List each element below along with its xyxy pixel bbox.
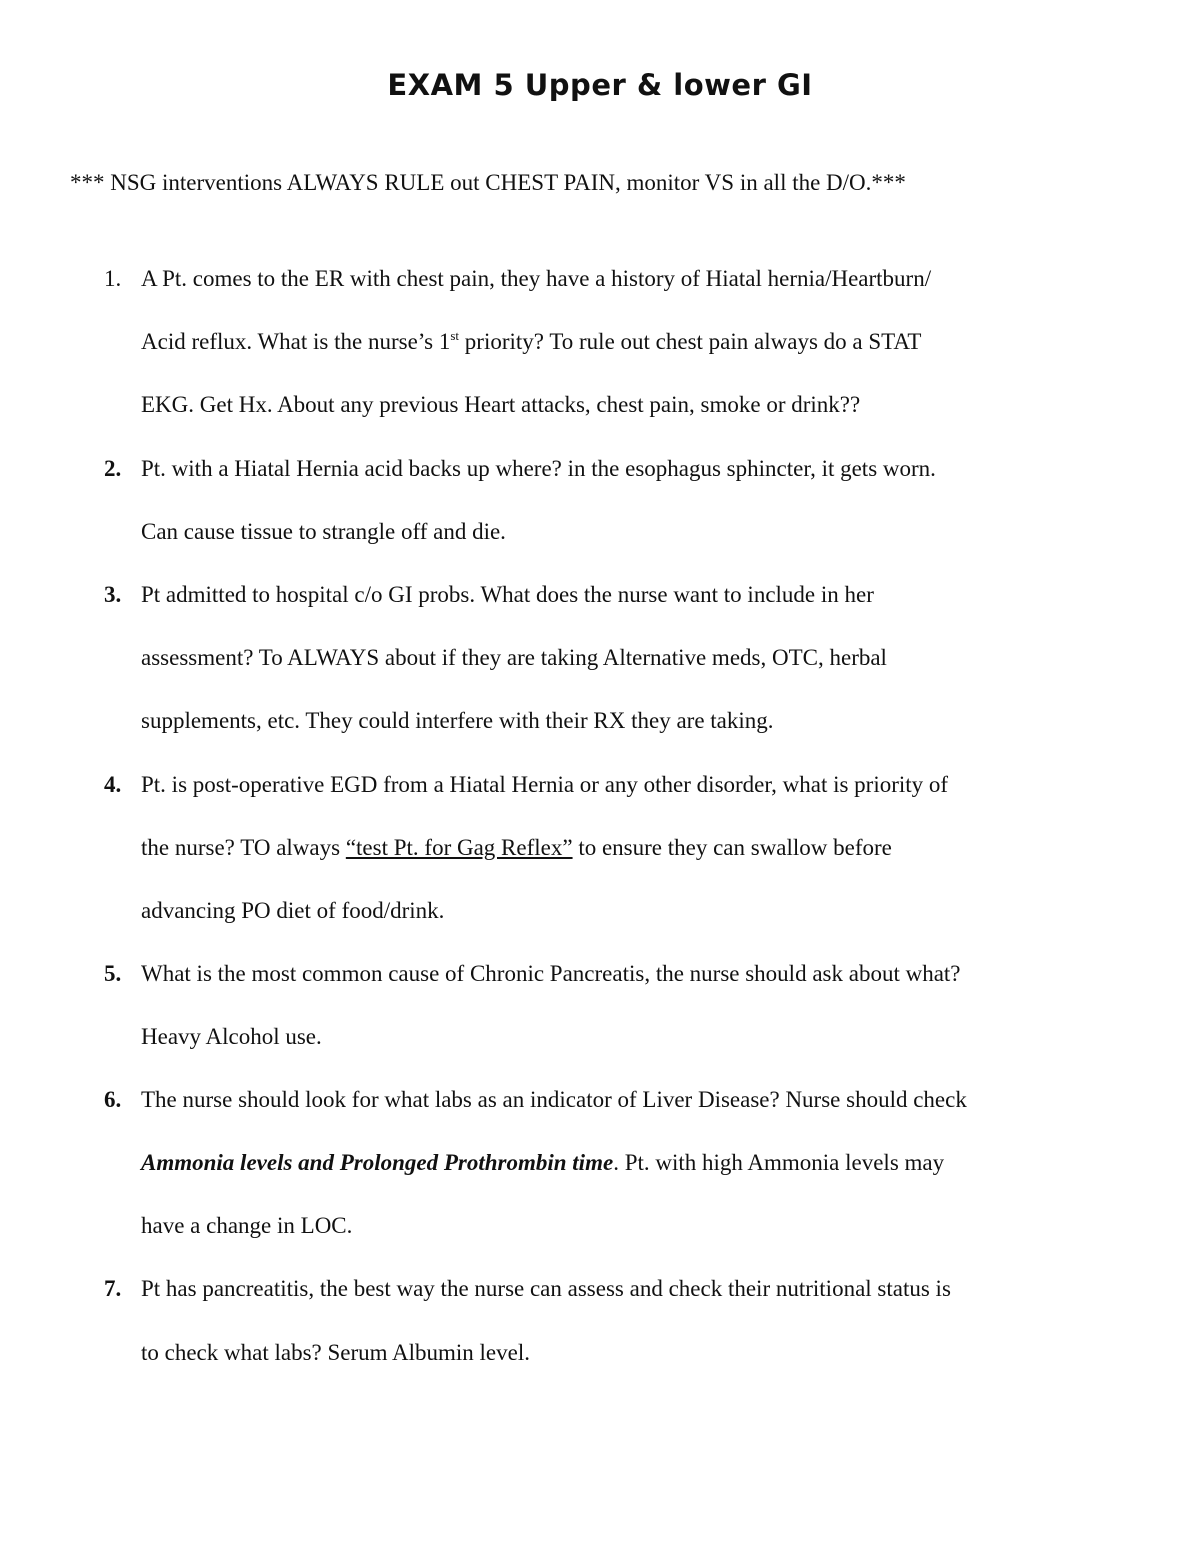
item-line: Pt has pancreatitis, the best way the nurse can assess and check their nutritional status is [141,1276,951,1301]
item-line: What is the most common cause of Chronic Pancreatis, the nurse should ask about what? [141,961,961,986]
item-line: Pt. with a Hiatal Hernia acid backs up where? in the esophagus sphincter, it gets worn. [141,456,936,481]
item-line: Heavy Alcohol use. [141,1024,322,1049]
item-line: Pt admitted to hospital c/o GI probs. What does the nurse want to include in her [141,582,874,607]
item-number: 2. [104,456,122,481]
item-number: 3. [104,582,122,607]
item-line: Acid reflux. What is the nurse’s 1st priority? To rule out chest pain always do a STAT [141,328,922,354]
item-line: to check what labs? Serum Albumin level. [141,1340,530,1365]
document-title: EXAM 5 Upper & lower GI [387,68,813,102]
intervention-note: *** NSG interventions ALWAYS RULE out CHEST PAIN, monitor VS in all the D/O.*** [70,170,906,195]
item-line: the nurse? TO always “test Pt. for Gag Reflex” to ensure they can swallow before [141,835,892,860]
item-line: supplements, etc. They could interfere with their RX they are taking. [141,708,774,733]
item-number: 5. [104,961,122,986]
item-line: assessment? To ALWAYS about if they are taking Alternative meds, OTC, herbal [141,645,887,670]
emphasized-text: Ammonia levels and Prolonged Prothrombin time [141,1150,614,1175]
item-line: A Pt. comes to the ER with chest pain, they have a history of Hiatal hernia/Heartburn/ [141,266,932,291]
item-number: 1. [104,266,122,291]
superscript: st [450,328,460,343]
item-line: have a change in LOC. [141,1213,353,1238]
item-number: 4. [104,772,122,797]
item-number: 7. [104,1276,122,1301]
underlined-text: “test Pt. for Gag Reflex” [345,835,573,860]
item-line: EKG. Get Hx. About any previous Heart attacks, chest pain, smoke or drink?? [141,392,861,417]
item-line: The nurse should look for what labs as an indicator of Liver Disease? Nurse should check [141,1087,967,1112]
item-line: advancing PO diet of food/drink. [141,898,445,923]
item-line: Can cause tissue to strangle off and die. [141,519,506,544]
item-line: Ammonia levels and Prolonged Prothrombin time. Pt. with high Ammonia levels may [141,1150,945,1175]
item-line: Pt. is post-operative EGD from a Hiatal Hernia or any other disorder, what is priority of [141,772,949,797]
item-number: 6. [104,1087,122,1112]
